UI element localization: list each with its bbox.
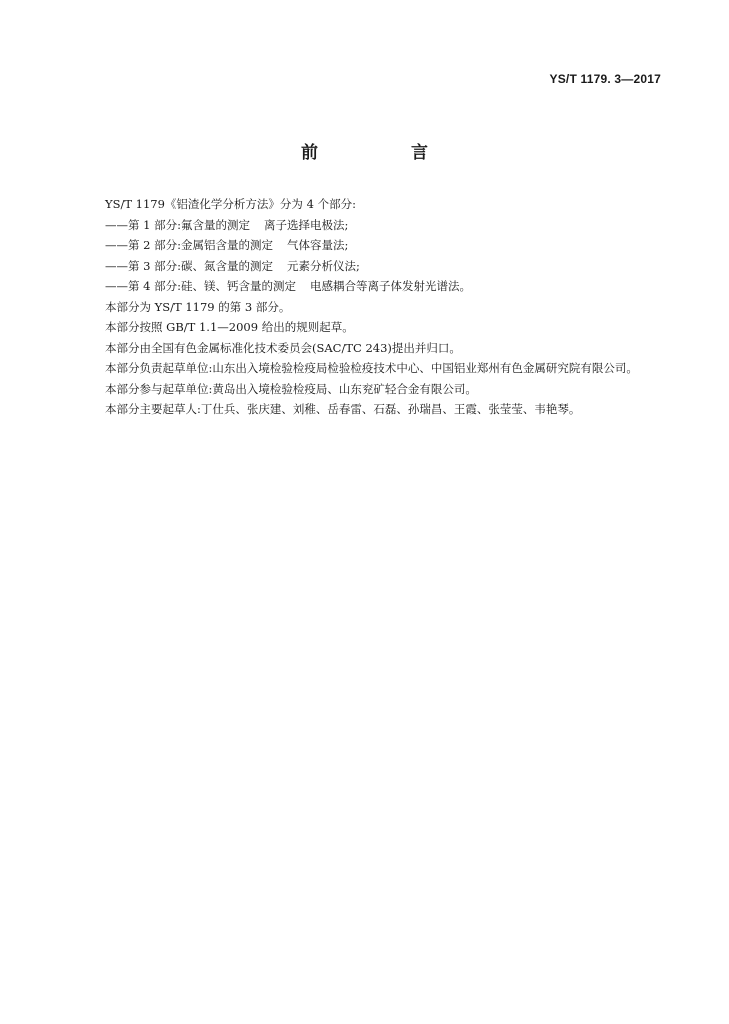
part-title: ——第 2 部分:金属铝含量的测定: [105, 238, 274, 252]
responsible-units-statement: 本部分负责起草单位:山东出入境检验检疫局检验检疫技术中心、中国铝业郑州有色金属研究院有限公司。: [105, 361, 638, 375]
part-list-item: [84, 256, 662, 277]
part-title: ——第 4 部分:硅、镁、钙含量的测定: [105, 279, 297, 293]
document-code: YS/T 1179. 3—2017: [549, 72, 661, 86]
page-title: 前 言: [301, 143, 466, 163]
drafters-statement: 本部分主要起草人:丁仕兵、张庆建、刘稚、岳春雷、石磊、孙瑞昌、王霞、张莹莹、韦艳琴。: [105, 402, 581, 416]
part-of-statement: 本部分为 YS/T 1179 的第 3 部分。: [105, 299, 291, 314]
part-method: 元素分析仪法;: [287, 258, 360, 273]
part-method: 气体容量法;: [287, 238, 349, 252]
part-list-item: [84, 215, 662, 236]
part-title: ——第 3 部分:碳、氮含量的测定: [105, 258, 274, 273]
drafting-rules-statement: 本部分按照 GB/T 1.1—2009 给出的规则起草。: [105, 320, 354, 334]
intro-paragraph: YS/T 1179《铝渣化学分析方法》分为 4 个部分:: [105, 197, 356, 211]
part-method: 离子选择电极法;: [264, 217, 349, 232]
part-method: 电感耦合等离子体发射光谱法。: [310, 279, 472, 293]
part-list-item: [84, 276, 662, 297]
part-list-item: [84, 235, 662, 256]
part-title: ——第 1 部分:氟含量的测定: [105, 217, 251, 232]
proposed-by-statement: 本部分由全国有色金属标准化技术委员会(SAC/TC 243)提出并归口。: [105, 340, 461, 355]
foreword-body: [84, 194, 662, 420]
participating-units-statement: 本部分参与起草单位:黄岛出入境检验检疫局、山东兖矿轻合金有限公司。: [105, 381, 477, 396]
